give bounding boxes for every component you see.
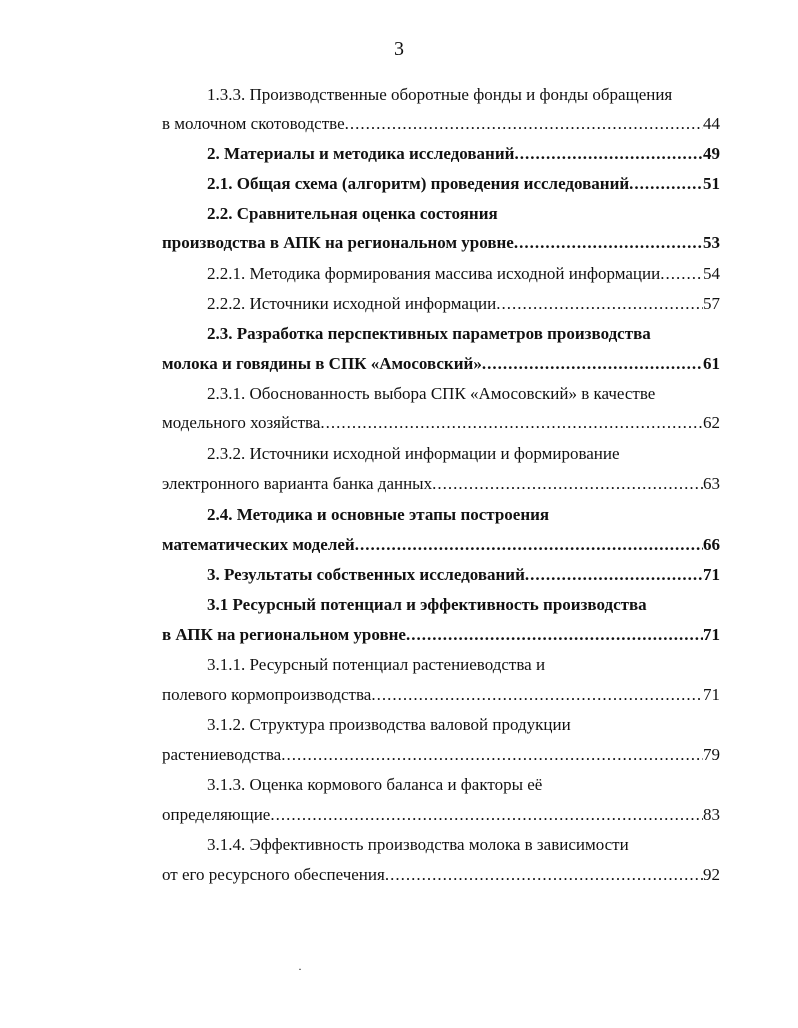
toc-entry-2: [207, 140, 720, 168]
toc-entry-3-1-4: [162, 861, 720, 889]
toc-entry-3-1-3-first: 3.1.3. Оценка кормового баланса и факторы её: [207, 775, 543, 794]
toc-entry-text: растениеводства: [162, 745, 282, 764]
toc-page-number: 57: [703, 294, 720, 313]
dot-leader: [629, 170, 703, 198]
toc-entry-3-1-1-first: 3.1.1. Ресурсный потенциал растениеводства и: [207, 655, 546, 674]
toc-entry-text: 2.2.2. Источники исходной информации: [207, 294, 497, 313]
dot-leader: [345, 110, 703, 138]
toc-page-number: 54: [703, 264, 720, 283]
toc-page-number: 53: [703, 233, 720, 252]
toc-entry-2-3-2: [162, 470, 720, 498]
dot-leader: [371, 681, 703, 709]
toc-entry-3-1-first: 3.1 Ресурсный потенциал и эффективность производства: [207, 595, 647, 614]
toc-entry-2-3-first: 2.3. Разработка перспективных параметров производства: [207, 324, 651, 343]
dot-leader: [320, 409, 703, 437]
toc-entry-2-2: [162, 229, 720, 257]
toc-page-number: 63: [703, 474, 720, 493]
dot-leader: [482, 350, 703, 378]
toc-page-number: 71: [703, 685, 720, 704]
toc-entry-2-2-1: [207, 260, 720, 288]
dot-leader: [432, 470, 703, 498]
dot-leader: [406, 621, 703, 649]
toc-entry-2-2-2: [207, 290, 720, 318]
toc-entry-text: производства в АПК на региональном уровне: [162, 233, 514, 252]
toc-entry-text: 2. Материалы и методика исследований: [207, 144, 515, 163]
toc-entry-text: математических моделей: [162, 535, 355, 554]
dot-leader: [270, 801, 703, 829]
toc-entry-2-3-1: [162, 409, 720, 437]
toc-entry-text: молока и говядины в СПК «Амосовский»: [162, 354, 482, 373]
dot-leader: [514, 229, 703, 257]
toc-entry-text: модельного хозяйства: [162, 413, 321, 432]
toc-entry-3-1-3: [162, 801, 720, 829]
toc-page-number: 71: [703, 625, 720, 644]
toc-entry-3-1-4-first: 3.1.4. Эффективность производства молока в зависимости: [207, 835, 629, 854]
toc-entry-text: 3. Результаты собственных исследований: [207, 565, 525, 584]
toc-entry-2-3-2-first: 2.3.2. Источники исходной информации и формирование: [207, 444, 620, 463]
toc-page-number: 61: [703, 354, 720, 373]
toc-entry-3-1-2-first: 3.1.2. Структура производства валовой продукции: [207, 715, 571, 734]
dot-leader: [525, 561, 703, 589]
toc-entry-text: полевого кормопроизводства: [162, 685, 372, 704]
toc-entry-2-4: [162, 531, 720, 559]
toc-entry-2-1: [207, 170, 720, 198]
toc-entry-1-3-3-first: 1.3.3. Производственные оборотные фонды и фонды обращения: [207, 85, 673, 104]
toc-entry-text: 2.2.1. Методика формирования массива исходной информации: [207, 264, 661, 283]
dot-leader: [385, 861, 703, 889]
toc-entry-text: от его ресурсного обеспечения: [162, 865, 385, 884]
toc-entry-2-4-first: 2.4. Методика и основные этапы построения: [207, 505, 550, 524]
toc-entry-2-2-first: 2.2. Сравнительная оценка состояния: [207, 204, 498, 223]
toc-page-number: 44: [703, 114, 720, 133]
dot-leader: [281, 741, 703, 769]
toc-entry-text: электронного варианта банка данных: [162, 474, 433, 493]
toc-entry-text: в молочном скотоводстве: [162, 114, 345, 133]
toc-entry-3-1-2: [162, 741, 720, 769]
toc-entry-3: [207, 561, 720, 589]
toc-entry-2-3: [162, 350, 720, 378]
toc-entry-3-1: [162, 621, 720, 649]
toc-page-number: 51: [703, 174, 720, 193]
dot-leader: [514, 140, 703, 168]
dot-leader: [496, 290, 703, 318]
toc-page-number: 66: [703, 535, 720, 554]
toc-page-number: 71: [703, 565, 720, 584]
dot-leader: [355, 531, 703, 559]
toc-page-number: 83: [703, 805, 720, 824]
toc-entry-2-3-1-first: 2.3.1. Обоснованность выбора СПК «Амосовский» в качестве: [207, 384, 656, 403]
page-number: 3: [394, 38, 404, 60]
dot-leader: [660, 260, 703, 288]
toc-entry-text: определяющие: [162, 805, 271, 824]
toc-entry-text: в АПК на региональном уровне: [162, 625, 406, 644]
toc-page-number: 62: [703, 413, 720, 432]
toc-page-number: 79: [703, 745, 720, 764]
toc-entry-text: 2.1. Общая схема (алгоритм) проведения исследований: [207, 174, 630, 193]
toc-page-number: 92: [703, 865, 720, 884]
toc-entry-1-3-3: [162, 110, 720, 138]
toc-page-number: 49: [703, 144, 720, 163]
scan-speck: ·: [298, 962, 302, 976]
toc-entry-3-1-1: [162, 681, 720, 709]
